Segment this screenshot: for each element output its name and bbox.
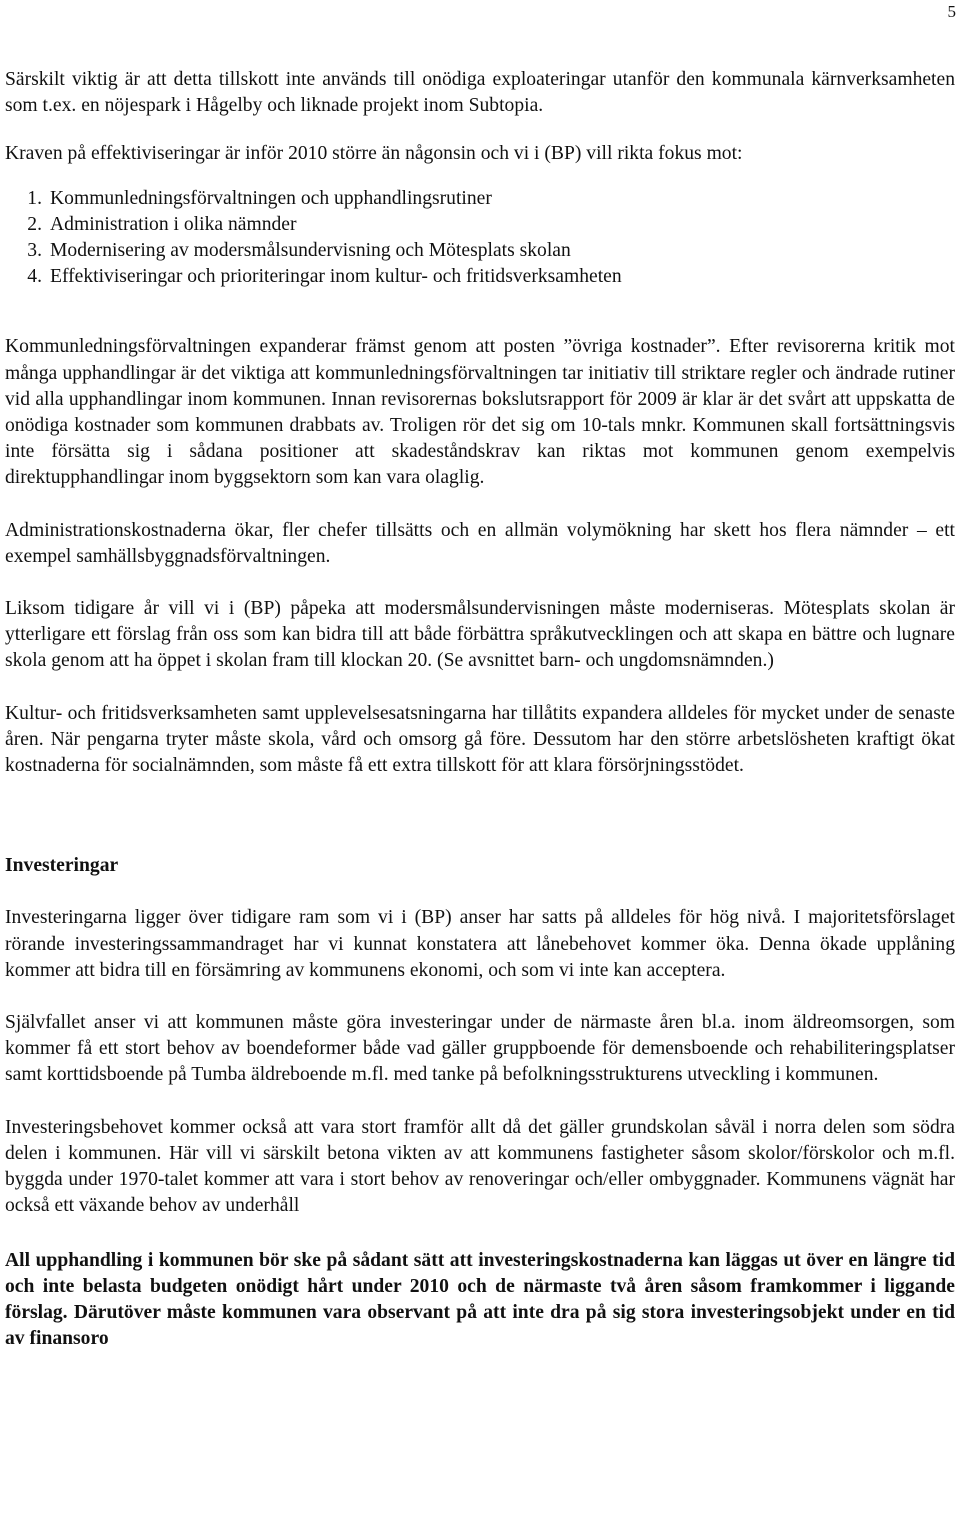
list-item xyxy=(5,186,955,212)
page-number: 5 xyxy=(947,2,956,21)
list-item-text: Modernisering av modersmålsundervisning och Mötesplats skolan xyxy=(50,240,571,262)
paragraph-kultur-fritid: Kultur- och fritidsverksamheten samt upplevelsesatsningarna har tillåtits expandera alldeles för mycket under de senaste åren. När pengarna tryter måste skola, vård och omsorg gå före. Dessutom har den större arbetslösheten kraftigt ökat kostnaderna för socialnämnden, som måste få ett extra tillskott för att klara försörjningsstödet. xyxy=(5,702,955,777)
paragraph-modersmal: Liksom tidigare år vill vi i (BP) påpeka att modersmålsundervisningen måste moderniseras. Mötesplats skolan är ytterligare ett förslag från oss som kan bidra till att både förbättra språkutvecklingen och att skapa en bättre och lugnare skola genom att ha öppet i skolan fram till klockan 20. (Se avsnittet barn- och ungdomsnämnden.) xyxy=(5,598,955,672)
paragraph-effektiviseringar-intro: Kraven på effektiviseringar är inför 2010 större än någonsin och vi i (BP) vill rikta fokus mot: xyxy=(5,143,743,165)
focus-list xyxy=(5,186,955,291)
list-item-number: 2. xyxy=(27,213,42,235)
paragraph-administration: Administrationskostnaderna ökar, fler chefer tillsätts och en allmän volymökning har skett hos flera nämnder – ett exempel samhällsbyggnadsförvaltningen. xyxy=(5,519,955,567)
paragraph-aldreomsorg: Självfallet anser vi att kommunen måste göra investeringar under de närmaste åren bl.a. inom äldreomsorgen, som kommer få ett stort behov av boendeformer både vad gäller gruppboende för demensboende och rehabiliteringsplatser samt korttidsboende på Tumba äldreboende m.fl. med tanke på befolkningsstrukturens utveckling i kommunen. xyxy=(5,1012,955,1086)
paragraph-kommunledning: Kommunledningsförvaltningen expanderar främst genom att posten ”övriga kostnader”. Efter revisorerna kritik mot många upphandlingar är det viktiga att kommunledningsförvaltningen tar initiativ till striktare regler och ändrade rutiner vid alla upphandlingar inom kommunen. Innan revisorernas bokslutsrapport för 2009 är klar är det svårt att uppskatta de onödiga kostnader som kommunen drabbats av. Troligen rör det sig om 10-tals mnkr. Kommunen skall fortsättningsvis inte försätta sig i sådana positioner att skadeståndskrav kan riktas mot kommunen genom exempelvis direktupphandlingar inom byggsektorn som kan vara olaglig. xyxy=(5,336,955,489)
paragraph-investeringar-ram: Investeringarna ligger över tidigare ram som vi i (BP) anser har satts på alldeles för hög nivå. I majoritetsförslaget rörande investeringssammandraget har vi kunnat konstatera att lånebehovet kommer öka. Denna ökade upplåning kommer att bidra till en försämring av kommunens ekonomi, och som vi inte kan acceptera. xyxy=(5,907,955,981)
section-heading-investeringar: Investeringar xyxy=(5,855,119,877)
list-item xyxy=(5,238,955,264)
list-item-text: Administration i olika nämnder xyxy=(50,213,297,235)
page-content xyxy=(5,67,955,1352)
list-item xyxy=(5,212,955,238)
list-item-number: 4. xyxy=(27,266,42,288)
list-item-number: 1. xyxy=(27,187,42,209)
list-item-number: 3. xyxy=(27,240,42,262)
paragraph-upphandling-bold: All upphandling i kommunen bör ske på sådant sätt att investeringskostnaderna kan läggas ut över en längre tid och inte belasta budgeten onödigt hårt under 2010 och de närmaste två åren såsom framkommer i liggande förslag. Därutöver måste kommunen vara observant på att inte dra på sig stora investeringsobjekt under en tid av finansoro xyxy=(5,1249,955,1350)
paragraph-subtopia: Särskilt viktig är att detta tillskott inte används till onödiga exploateringar utanför den kommunala kärnverksamheten som t.ex. en nöjespark i Hågelby och liknade projekt inom Subtopia. xyxy=(5,69,955,117)
list-item-text: Kommunledningsförvaltningen och upphandlingsrutiner xyxy=(50,187,492,209)
list-item xyxy=(5,264,955,290)
paragraph-investeringsbehov: Investeringsbehovet kommer också att vara stort framför allt då det gäller grundskolan såväl i norra delen som södra delen i kommunen. Här vill vi särskilt betona vikten av att kommunens fastigheter såsom skolor/förskolor och m.fl. byggda under 1970-talet kommer att vara i stort behov av renoveringar och/eller ombyggnader. Kommunens vägnät har också ett växande behov av underhåll xyxy=(5,1116,955,1217)
list-item-text: Effektiviseringar och prioriteringar inom kultur- och fritidsverksamheten xyxy=(50,266,622,288)
